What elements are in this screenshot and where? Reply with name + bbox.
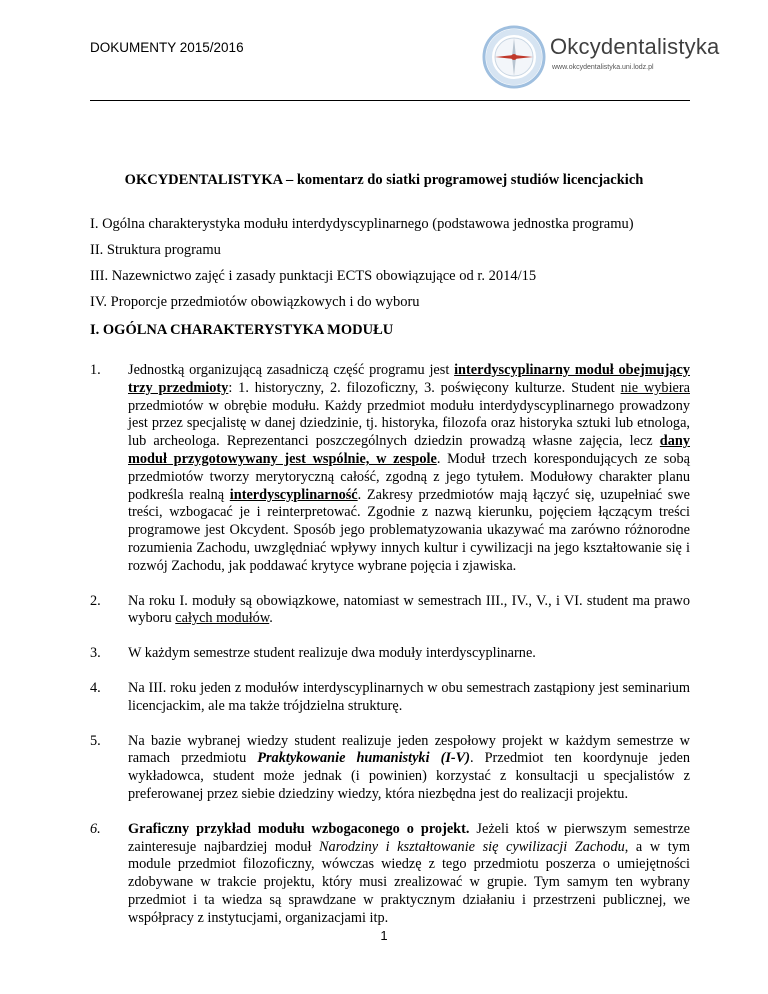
text-segment: Na bazie wybranej wiedzy student realizuje jeden zespołowy projekt w każdym semestrze w ramach przedmiotu (128, 732, 690, 767)
table-of-contents (90, 211, 710, 315)
toc-item: II. Struktura programu (90, 242, 221, 258)
list-item (90, 593, 690, 629)
list-item-text (128, 733, 690, 804)
list-item (90, 645, 690, 663)
list-item-text (128, 680, 690, 716)
list-item-text (128, 362, 690, 576)
list-item (90, 733, 690, 804)
text-segment: Praktykowanie humanistyki (I-V) (257, 750, 470, 767)
text-segment: interdyscyplinarny moduł obejmujący trzy przedmioty (128, 362, 690, 396)
list-item-number: 6. (90, 820, 101, 837)
document-title: OKCYDENTALISTYKA – komentarz do siatki programowej studiów licencjackich (124, 172, 644, 188)
text-segment: . Moduł trzech korespondujących ze sobą przedmiotów tworzy merytoryczną całość, zgodną z jego tytułem. Modułowy charakter planu podkreśla realną (128, 450, 690, 503)
list-item-text (128, 593, 690, 629)
text-segment: dany moduł przygotowywany jest wspólnie, w zespole (128, 433, 690, 467)
text-segment: . Zakresy przedmiotów mają łączyć się, uzupełniać swe treści, wzbogacać je i reinterpretować. Zgodnie z nazwą kierunku, pojęciem łączącym treści programowe jest Okcydent. Sposób jego problematyzowania ukazywać ma zarówno różnorodne rozumienia Zachodu, uwzględniać wpływy innych kultur i cywilizacji na jego kształtowanie się i rozwój Zachodu, jak poddawać krytyce wybrane pojęcia i zjawiska. (128, 486, 690, 574)
text-segment: interdyscyplinarność (229, 486, 358, 503)
text-segment: . Przedmiot ten koordynuje jeden wykładowca, student może jednak (i powinien) korzystać z konsultacji u specjalistów z preferowanej przez siebie dziedziny wiedzy, która niezbędna jest do realizacji projektu. (128, 750, 690, 802)
list-item-number: 4. (90, 679, 101, 696)
list-item-number: 5. (90, 732, 101, 749)
list-item (90, 821, 690, 928)
list-item-number: 3. (90, 645, 101, 662)
okcydentalistyka-logo (478, 22, 720, 92)
text-segment: , a w tym module przedmiot filozoficzny, wówczas wiedzę z tego przedmiotu poszerza o umiejętności zdobywane w trakcie projektu, który musi zrealizować w grupie. Tym samym ten wybrany przedmiot i ta wiedza są sprawdzane w praktycznym działaniu i przestrzeni publicznej, we współpracy z instytucjami, organizacjami itp. (128, 838, 690, 926)
text-segment: W każdym semestrze student realizuje dwa moduły interdyscyplinarne. (128, 645, 536, 662)
list-item (90, 680, 690, 716)
list-item (90, 362, 690, 576)
list-item-number: 1. (90, 362, 101, 378)
page-number: 1 (380, 928, 388, 943)
list-item-text (128, 821, 690, 928)
text-segment: Na roku I. moduły są obowiązkowe, natomiast w semestrach III., IV., V., i VI. student ma prawo wyboru (128, 592, 690, 627)
text-segment: całych modułów (175, 610, 270, 627)
text-segment: Jednostką organizującą zasadniczą część programu jest (128, 362, 455, 378)
section-heading: I. OGÓLNA CHARAKTERYSTYKA MODUŁU (90, 322, 394, 338)
text-segment: Jeżeli ktoś w pierwszym semestrze zainteresuje najbardziej moduł (128, 820, 691, 855)
document-header-label: DOKUMENTY 2015/2016 (90, 40, 244, 55)
text-segment: przedmiotów w obrębie modułu. Każdy przedmiot modułu interdydyscyplinarnego prowadzony jest przez specjalistę w danej dziedzinie, tj. historyka, filozofa oraz historyka sztuki lub etnologa, lub archeologa. Reprezentanci poszczególnych dziedzin prowadzą własne zajęcia, lecz (128, 397, 690, 450)
list-item-text (128, 645, 690, 663)
text-segment: Graficzny przykład modułu wzbogaconego o projekt. (128, 820, 470, 837)
logo-url: www.okcydentalistyka.uni.lodz.pl (552, 64, 654, 71)
toc-item: I. Ogólna charakterystyka modułu interdydyscyplinarnego (podstawowa jednostka programu) (90, 216, 634, 232)
text-segment: nie wybiera (620, 379, 690, 396)
text-segment: Narodziny i kształtowanie się cywilizacji Zachodu (319, 838, 625, 855)
logo-title: Okcydentalistyka (550, 34, 720, 59)
list-item-number: 2. (90, 592, 101, 609)
header-divider (90, 100, 690, 101)
numbered-list (90, 362, 690, 945)
text-segment: Na III. roku jeden z modułów interdyscyplinarnych w obu semestrach zastąpiony jest seminarium licencjackim, ale ma także trójdzielna strukturę. (128, 679, 690, 714)
text-segment: . (269, 610, 273, 627)
toc-item: IV. Proporcje przedmiotów obowiązkowych i do wyboru (90, 294, 420, 310)
text-segment: : 1. historyczny, 2. filozoficzny, 3. poświęcony kulturze. Student (228, 379, 621, 396)
compass-globe-icon (478, 22, 550, 92)
toc-item: III. Nazewnictwo zajęć i zasady punktacji ECTS obowiązujące od r. 2014/15 (90, 268, 537, 284)
